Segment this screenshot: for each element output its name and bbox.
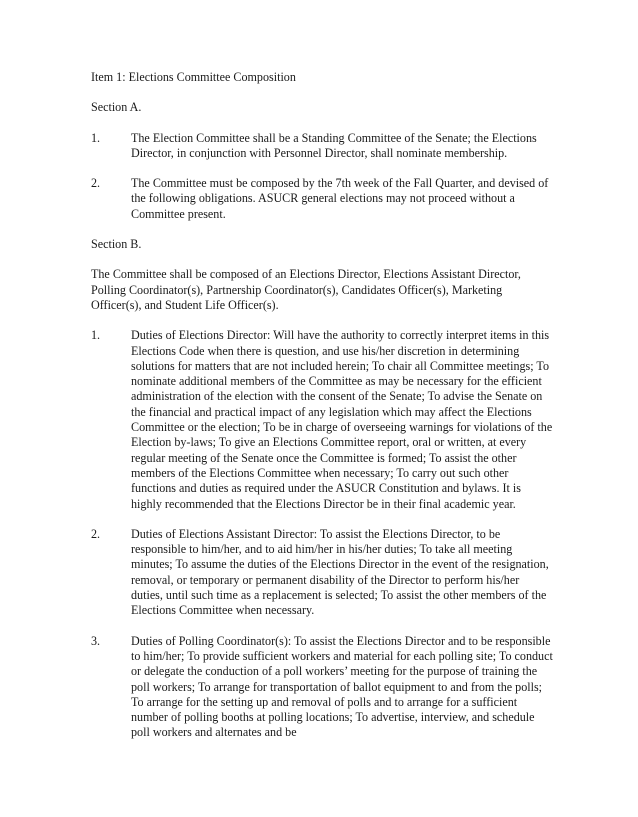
list-item: [91, 176, 553, 222]
list-item-text: The Election Committee shall be a Standing Committee of the Senate; the Elections Director, in conjunction with Personnel Director, shall nominate membership.: [131, 130, 537, 160]
section-b-list: [91, 328, 553, 740]
list-item-number: 1.: [91, 130, 101, 145]
list-item-text: Duties of Elections Assistant Director: To assist the Elections Director, to be responsible to him/her, and to aid him/her in his/her duties; To take all meeting minutes; To assume the duties of the Elections Director in the event of the resignation, removal, or temporary or permanent disability of the Director to perform his/her duties, until such time as a replacement is selected; To assist the other members of the Elections Committee when necessary.: [131, 526, 549, 618]
section-b-intro: The Committee shall be composed of an Elections Director, Elections Assistant Director, Polling Coordinator(s), Partnership Coordinator(s), Candidates Officer(s), Marketing Officer(s), and Student Life Officer(s).: [91, 267, 521, 312]
list-item: [91, 634, 553, 741]
list-item-text: Duties of Elections Director: Will have the authority to correctly interpret items in this Elections Code when there is question, and use his/her discretion in determining solutions for matters that are not included herein; To chair all Committee meetings; To nominate additional members of the Committee as may be necessary for the efficient administration of the election with the consent of the Senate; To advise the Senate on the financial and practical impact of any legislation which may affect the Elections Committee or the election; To be in charge of overseeing warnings for violations of the Election by-laws; To give an Elections Committee report, oral or written, at every regular meeting of the Senate once the Committee is formed; To assist the other members of the Elections Committee when necessary; To carry out such other functions and duties as required under the ASUCR Constitution and bylaws. It is highly recommended that the Elections Director be in their final academic year.: [131, 328, 553, 511]
list-item: [91, 131, 553, 162]
document-page: [91, 70, 553, 741]
item-title: Item 1: Elections Committee Composition: [91, 70, 296, 84]
list-item-number: 1.: [91, 328, 101, 343]
list-item-number: 3.: [91, 633, 101, 648]
list-item: [91, 328, 553, 512]
section-b-heading: Section B.: [91, 237, 142, 252]
list-item-text: The Committee must be composed by the 7th week of the Fall Quarter, and devised of the following obligations. ASUCR general elections may not proceed without a Committee present.: [131, 176, 549, 221]
list-item-number: 2.: [91, 176, 101, 191]
list-item-text: Duties of Polling Coordinator(s): To assist the Elections Director and to be responsible to him/her; To provide sufficient workers and material for each polling site; To conduct or delegate the conduction of a poll workers’ meeting for the purpose of training the poll workers; To arrange for transportation of ballot equipment to and from the polls; To arrange for the setting up and removal of polls and to arrange for a sufficient number of polling booths at polling locations; To advertise, interview, and schedule poll workers and alternates and be: [131, 633, 553, 740]
list-item-number: 2.: [91, 526, 101, 541]
section-a-heading: Section A.: [91, 100, 142, 115]
section-a-list: [91, 131, 553, 222]
list-item: [91, 527, 553, 619]
